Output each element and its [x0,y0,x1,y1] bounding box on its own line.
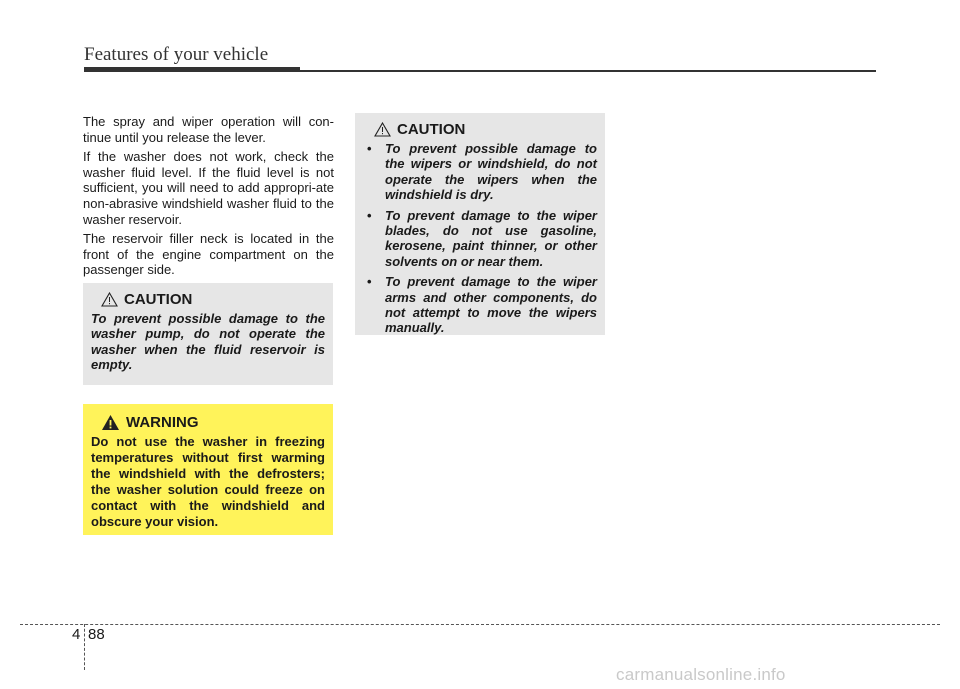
warning-box-freezing [83,404,333,535]
caution-bullet-list [364,141,597,336]
header-rule-thick [84,67,300,72]
caution-heading [374,121,597,138]
caution-text: To prevent possible damage to the washer pump, do not operate the washer when the fluid reservoir is empty. [91,311,325,373]
warning-heading [101,414,325,431]
footer-dashed-rule [20,624,940,625]
page-number: 88 [88,626,105,643]
body-paragraph: The spray and wiper operation will con-tinue until you release the lever. [83,114,334,145]
footer-dashed-divider [84,624,85,670]
body-paragraph: The reservoir filler neck is located in the front of the engine compartment on the passenger side. [83,231,334,278]
caution-title: CAUTION [397,121,466,138]
caution-box-washer-pump [83,283,333,385]
caution-heading [101,291,325,308]
body-paragraph: If the washer does not work, check the washer fluid level. If the fluid level is not sufficient, you will need to add appropri-ate non-abrasive windshield washer fluid to the washer reservoir. [83,149,334,227]
caution-triangle-icon [374,122,391,137]
warning-title: WARNING [126,414,199,431]
caution-title: CAUTION [124,291,193,308]
chapter-number: 4 [72,626,81,643]
list-item: • To prevent damage to the wiper blades, do not use gasoline, kerosene, paint thinner, or other solvents on or near them. [364,208,597,270]
caution-triangle-icon [101,292,118,307]
page-header-title: Features of your vehicle [84,44,269,65]
warning-text: Do not use the washer in freezing temperatures without first warming the windshield with the defrosters; the washer solution could freeze on contact with the windshield and obscure your vision. [91,434,325,529]
watermark-text: carmanualsonline.info [616,665,786,684]
body-text-column [83,114,334,282]
list-item: • To prevent possible damage to the wipers or windshield, do not operate the wipers when the windshield is dry. [364,141,597,203]
header-rule-thin [300,70,876,72]
caution-box-wipers [355,113,605,335]
warning-triangle-icon [101,414,120,431]
list-item: • To prevent damage to the wiper arms and other components, do not attempt to move the wipers manually. [364,274,597,336]
